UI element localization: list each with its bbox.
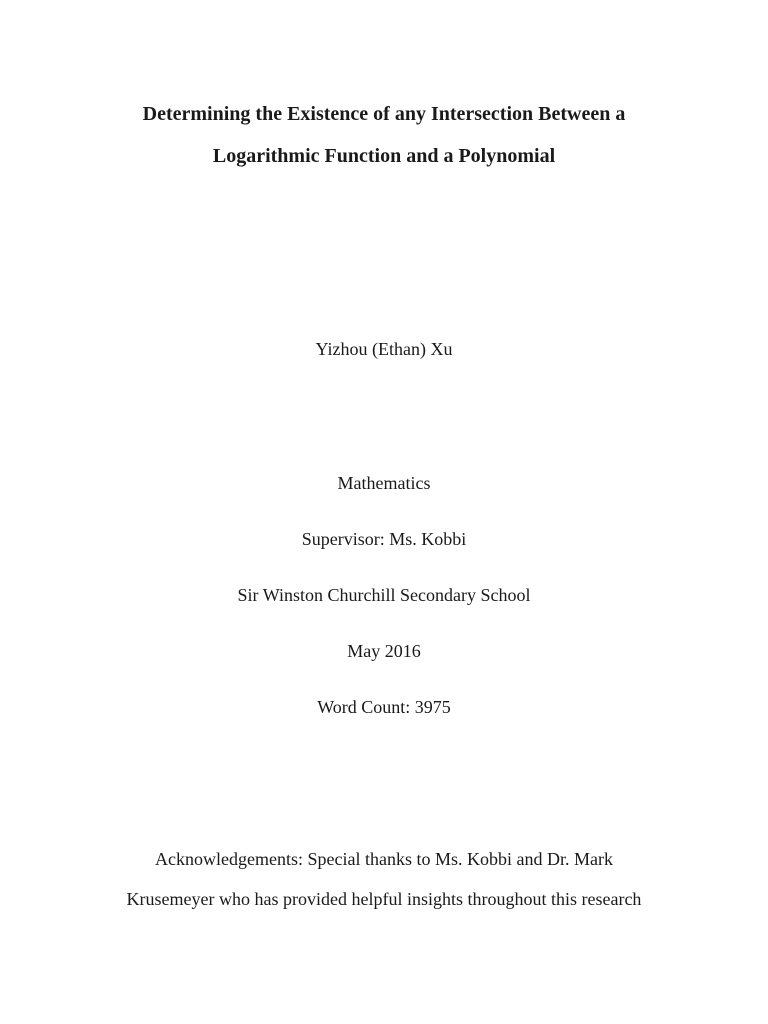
date: May 2016 (347, 641, 421, 661)
author-name: Yizhou (Ethan) Xu (315, 339, 453, 359)
subject: Mathematics (337, 473, 431, 493)
acknowledgements-line-2: Krusemeyer who has provided helpful insights throughout this research (126, 889, 642, 909)
document-title-line-1: Determining the Existence of any Intersection Between a (142, 103, 626, 125)
school-name: Sir Winston Churchill Secondary School (237, 585, 531, 605)
word-count: Word Count: 3975 (317, 697, 451, 717)
document-title-line-2: Logarithmic Function and a Polynomial (212, 145, 556, 167)
supervisor: Supervisor: Ms. Kobbi (301, 529, 467, 549)
acknowledgements-line-1: Acknowledgements: Special thanks to Ms. Kobbi and Dr. Mark (155, 849, 613, 869)
